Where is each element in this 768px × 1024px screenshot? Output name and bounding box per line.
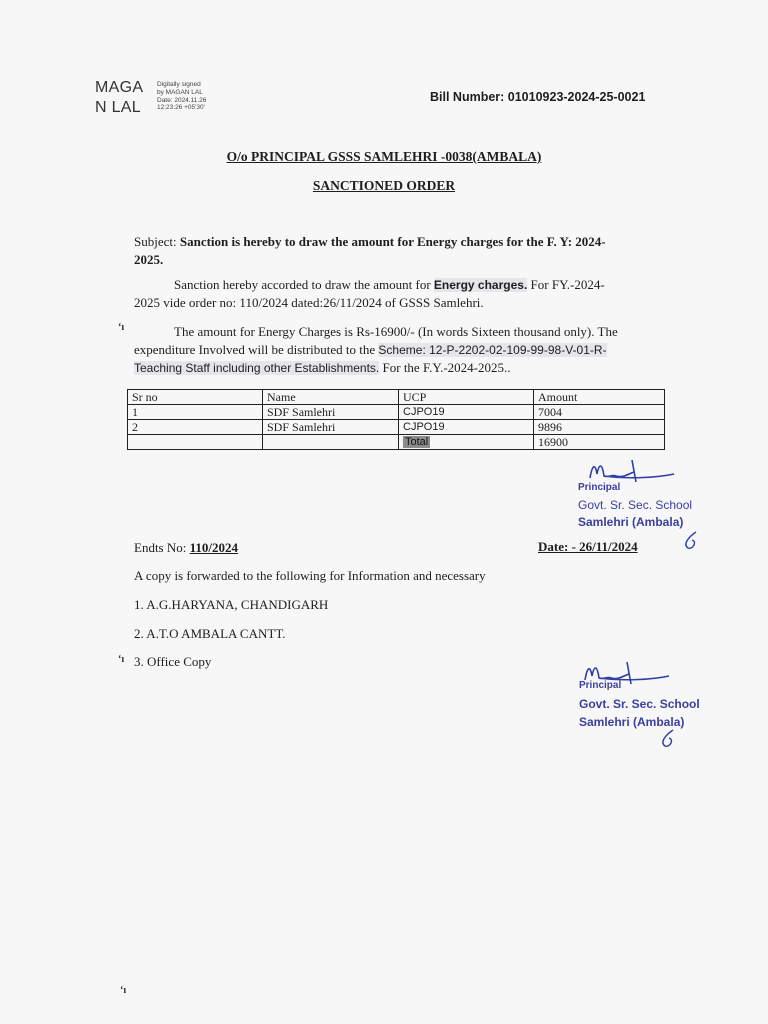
bill-number: Bill Number: 01010923-2024-25-0021 <box>430 90 646 104</box>
subject-line <box>134 233 664 269</box>
endorsement-date: Date: - 26/11/2024 <box>538 539 638 554</box>
header-ucp: UCP <box>399 390 534 405</box>
table-total-row <box>128 435 665 450</box>
sanction-paragraph: Sanction hereby accorded to draw the amount for Energy charges. For FY.-2024- 2025 vide order no: 110/2024 dated:26/11/2024 of GSSS Samlehri. <box>134 277 605 310</box>
total-amount: 16900 <box>534 435 665 450</box>
scheme-highlight-cont: Teaching Staff including other Establishments. <box>134 361 380 375</box>
subject-label: Subject: <box>134 234 177 249</box>
signature-details: Digitally signed by MAGAN LAL Date: 2024.11.26 12:23:26 +05'30' <box>157 81 207 112</box>
table-row: 1 SDF Samlehri CJPO19 7004 <box>128 405 665 420</box>
office-heading: O/o PRINCIPAL GSSS SAMLEHRI -0038(AMBALA) <box>226 149 542 164</box>
amount-paragraph: The amount for Energy Charges is Rs-16900/- (In words Sixteen thousand only). The expenditure Involved will be distributed to the Scheme: 12-P-2202-02-109-99-98-V-01-R- Teaching Staff including other Establishments. For the F.Y.-2024-2025.. <box>134 324 618 375</box>
copy-intro: A copy is forwarded to the following for Information and necessary <box>134 568 486 583</box>
document-title: SANCTIONED ORDER <box>312 178 456 193</box>
copy-item: 1. A.G.HARYANA, CHANDIGARH <box>134 597 329 612</box>
total-label: Total <box>405 436 429 448</box>
header-name: Name <box>263 390 399 405</box>
header-sr-no: Sr no <box>128 390 263 405</box>
header-amount: Amount <box>534 390 665 405</box>
endorsement-number: Endts No: 110/2024 <box>134 540 239 555</box>
signer-name: MAGA N LAL <box>95 79 144 116</box>
amount-table <box>127 389 665 450</box>
principal-stamp: Principal Govt. Sr. Sec. School Samlehri (Ambala) <box>575 658 765 758</box>
copy-item: 3. Office Copy <box>134 654 212 669</box>
table-header-row <box>128 390 665 405</box>
subject-text: Sanction is hereby to draw the amount for Energy charges for the F. Y: 2024- <box>179 234 606 249</box>
table-row: 2 SDF Samlehri CJPO19 9896 <box>128 420 665 435</box>
digital-signature-block <box>95 78 245 122</box>
copy-item: 2. A.T.O AMBALA CANTT. <box>134 626 286 641</box>
scan-mark: ʻı <box>120 985 127 996</box>
subject-text-cont: 2025. <box>134 252 164 267</box>
energy-charges-highlight: Energy charges. <box>433 278 528 292</box>
initials-scribble-icon <box>680 530 702 552</box>
scan-mark: ʻı <box>118 654 125 665</box>
principal-stamp: Principal Govt. Sr. Sec. School Samlehri (Ambala) <box>572 456 762 556</box>
scheme-highlight: Scheme: 12-P-2202-02-109-99-98-V-01-R- <box>378 343 607 357</box>
scan-mark: ʻı <box>118 322 125 333</box>
initials-scribble-icon <box>657 728 679 750</box>
